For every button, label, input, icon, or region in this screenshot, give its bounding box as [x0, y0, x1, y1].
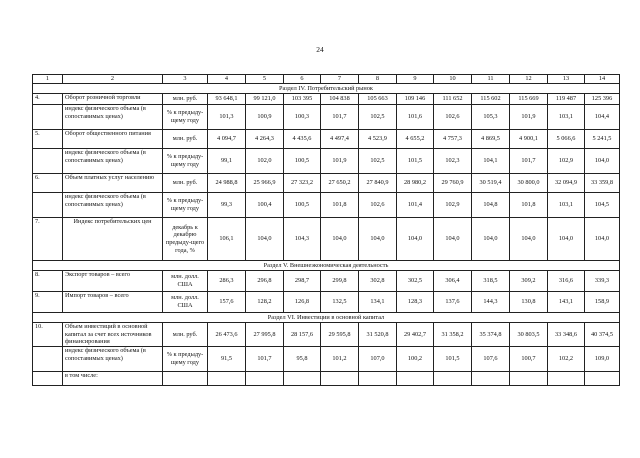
header-row	[33, 75, 620, 84]
value-cell: 4 757,3	[434, 130, 472, 149]
row-number: 10.	[33, 323, 63, 347]
value-cell: 105 663	[359, 94, 397, 105]
column-number: 3	[163, 75, 208, 84]
value-cell: 103 395	[284, 94, 321, 105]
value-cell: 107,0	[359, 347, 397, 372]
value-cell: 104,0	[585, 149, 620, 174]
value-cell: 25 966,9	[246, 174, 284, 193]
value-cell: 104,0	[585, 218, 620, 261]
unit: млн. руб.	[163, 174, 208, 193]
value-cell: 28 157,6	[284, 323, 321, 347]
row-number: 8.	[33, 271, 63, 292]
value-cell: 4 497,4	[321, 130, 359, 149]
indicator-name: Импорт товаров – всего	[63, 292, 163, 313]
value-cell: 109,0	[585, 347, 620, 372]
value-cell: 100,5	[284, 193, 321, 218]
value-cell: 32 094,9	[548, 174, 585, 193]
value-cell: 102,3	[434, 149, 472, 174]
indicator-name: индекс физического объема (в сопоставимых ценах)	[63, 105, 163, 130]
unit: % к предыду-щему году	[163, 105, 208, 130]
value-cell: 102,9	[548, 149, 585, 174]
table-row	[33, 372, 620, 386]
table-row	[33, 149, 620, 174]
value-cell: 104,5	[585, 193, 620, 218]
value-cell: 31 358,2	[434, 323, 472, 347]
value-cell: 316,6	[548, 271, 585, 292]
unit: млн. долл. США	[163, 271, 208, 292]
value-cell: 144,3	[472, 292, 510, 313]
value-cell: 130,8	[510, 292, 548, 313]
value-cell: 102,6	[359, 193, 397, 218]
statistics-table	[32, 74, 620, 386]
value-cell: 91,5	[208, 347, 246, 372]
value-cell: 29 760,9	[434, 174, 472, 193]
value-cell: 105,3	[472, 105, 510, 130]
value-cell: 4 523,9	[359, 130, 397, 149]
table-body	[33, 75, 620, 386]
value-cell: 101,9	[510, 105, 548, 130]
table-row	[33, 323, 620, 347]
column-number: 7	[321, 75, 359, 84]
table-row	[33, 347, 620, 372]
value-cell: 318,5	[472, 271, 510, 292]
value-cell: 157,6	[208, 292, 246, 313]
value-cell: 103,1	[548, 193, 585, 218]
value-cell: 101,3	[208, 105, 246, 130]
value-cell: 104,0	[359, 218, 397, 261]
value-cell: 101,2	[321, 347, 359, 372]
table-row	[33, 292, 620, 313]
unit: млн. руб.	[163, 94, 208, 105]
value-cell	[434, 372, 472, 386]
value-cell: 102,0	[246, 149, 284, 174]
value-cell: 27 995,8	[246, 323, 284, 347]
column-number: 4	[208, 75, 246, 84]
value-cell: 101,9	[321, 149, 359, 174]
row-number: 5.	[33, 130, 63, 149]
value-cell: 28 980,2	[397, 174, 434, 193]
value-cell: 306,4	[434, 271, 472, 292]
value-cell: 104,0	[397, 218, 434, 261]
unit: млн. руб.	[163, 323, 208, 347]
value-cell: 100,4	[246, 193, 284, 218]
section-row	[33, 84, 620, 94]
value-cell: 104,8	[472, 193, 510, 218]
column-number: 1	[33, 75, 63, 84]
value-cell: 104,0	[548, 218, 585, 261]
row-number	[33, 193, 63, 218]
value-cell	[548, 372, 585, 386]
row-number	[33, 347, 63, 372]
value-cell: 125 396	[585, 94, 620, 105]
unit	[163, 372, 208, 386]
value-cell: 128,3	[397, 292, 434, 313]
value-cell: 137,6	[434, 292, 472, 313]
indicator-name: Индекс потребительских цен	[63, 218, 163, 261]
value-cell: 302,5	[397, 271, 434, 292]
value-cell: 286,3	[208, 271, 246, 292]
row-number: 6.	[33, 174, 63, 193]
column-number: 12	[510, 75, 548, 84]
value-cell: 101,6	[397, 105, 434, 130]
indicator-name: в том числе:	[63, 372, 163, 386]
value-cell: 95,8	[284, 347, 321, 372]
value-cell: 104,4	[585, 105, 620, 130]
value-cell: 298,7	[284, 271, 321, 292]
value-cell: 33 348,6	[548, 323, 585, 347]
indicator-name: индекс физического объема (в сопоставимых ценах)	[63, 347, 163, 372]
value-cell: 102,6	[434, 105, 472, 130]
value-cell: 27 650,2	[321, 174, 359, 193]
value-cell: 101,8	[510, 193, 548, 218]
value-cell	[397, 372, 434, 386]
row-number: 4.	[33, 94, 63, 105]
value-cell	[472, 372, 510, 386]
value-cell: 99,3	[208, 193, 246, 218]
value-cell: 111 652	[434, 94, 472, 105]
indicator-name: Объем платных услуг населению	[63, 174, 163, 193]
value-cell: 104 838	[321, 94, 359, 105]
value-cell: 339,3	[585, 271, 620, 292]
value-cell: 30 519,4	[472, 174, 510, 193]
value-cell: 4 435,6	[284, 130, 321, 149]
column-number: 11	[472, 75, 510, 84]
indicator-name: Оборот розничной торговли	[63, 94, 163, 105]
value-cell: 119 487	[548, 94, 585, 105]
value-cell: 33 359,8	[585, 174, 620, 193]
value-cell: 99,1	[208, 149, 246, 174]
column-number: 8	[359, 75, 397, 84]
value-cell	[208, 372, 246, 386]
indicator-name: Экспорт товаров – всего	[63, 271, 163, 292]
value-cell: 99 121,0	[246, 94, 284, 105]
value-cell: 27 840,9	[359, 174, 397, 193]
indicator-name: индекс физического объема (в сопоставимых ценах)	[63, 149, 163, 174]
value-cell: 107,6	[472, 347, 510, 372]
value-cell: 115 669	[510, 94, 548, 105]
column-number: 14	[585, 75, 620, 84]
value-cell: 27 323,2	[284, 174, 321, 193]
value-cell: 40 374,5	[585, 323, 620, 347]
value-cell: 101,7	[510, 149, 548, 174]
table-row	[33, 174, 620, 193]
value-cell: 104,0	[321, 218, 359, 261]
value-cell: 132,5	[321, 292, 359, 313]
value-cell	[246, 372, 284, 386]
value-cell: 29 595,8	[321, 323, 359, 347]
value-cell: 102,2	[548, 347, 585, 372]
section-row	[33, 313, 620, 323]
value-cell: 4 655,2	[397, 130, 434, 149]
value-cell: 30 803,5	[510, 323, 548, 347]
value-cell	[585, 372, 620, 386]
value-cell: 4 094,7	[208, 130, 246, 149]
value-cell: 299,8	[321, 271, 359, 292]
value-cell: 115 602	[472, 94, 510, 105]
value-cell: 104,0	[472, 218, 510, 261]
unit: млн. долл. США	[163, 292, 208, 313]
table-row	[33, 218, 620, 261]
value-cell: 101,7	[321, 105, 359, 130]
value-cell: 102,5	[359, 105, 397, 130]
unit: % к предыду-щему году	[163, 193, 208, 218]
value-cell: 302,8	[359, 271, 397, 292]
value-cell: 102,9	[434, 193, 472, 218]
value-cell: 296,8	[246, 271, 284, 292]
value-cell: 35 374,8	[472, 323, 510, 347]
value-cell: 128,2	[246, 292, 284, 313]
unit: млн. руб.	[163, 130, 208, 149]
column-number: 2	[63, 75, 163, 84]
value-cell: 158,9	[585, 292, 620, 313]
row-number: 7.	[33, 218, 63, 261]
value-cell: 143,1	[548, 292, 585, 313]
indicator-name: Объем инвестиций в основной капитал за счет всех источников финансирования	[63, 323, 163, 347]
column-number: 10	[434, 75, 472, 84]
value-cell: 100,9	[246, 105, 284, 130]
value-cell: 104,0	[246, 218, 284, 261]
value-cell	[510, 372, 548, 386]
unit: % к предыду-щему году	[163, 149, 208, 174]
value-cell	[321, 372, 359, 386]
value-cell: 30 800,0	[510, 174, 548, 193]
value-cell: 109 146	[397, 94, 434, 105]
row-number	[33, 105, 63, 130]
value-cell: 4 900,1	[510, 130, 548, 149]
row-number	[33, 372, 63, 386]
value-cell: 93 648,1	[208, 94, 246, 105]
value-cell: 101,5	[397, 149, 434, 174]
value-cell: 104,1	[472, 149, 510, 174]
table-row	[33, 130, 620, 149]
value-cell: 106,1	[208, 218, 246, 261]
column-number: 13	[548, 75, 585, 84]
value-cell: 100,5	[284, 149, 321, 174]
section-title: Раздел VI. Инвестиции в основной капитал	[33, 313, 620, 323]
value-cell: 104,0	[434, 218, 472, 261]
value-cell: 134,1	[359, 292, 397, 313]
section-title: Раздел V. Внешнеэкономическая деятельность	[33, 261, 620, 271]
column-number: 9	[397, 75, 434, 84]
value-cell: 31 520,8	[359, 323, 397, 347]
value-cell: 24 988,8	[208, 174, 246, 193]
value-cell	[359, 372, 397, 386]
value-cell: 100,2	[397, 347, 434, 372]
row-number: 9.	[33, 292, 63, 313]
value-cell: 101,5	[434, 347, 472, 372]
unit: % к предыду-щему году	[163, 347, 208, 372]
value-cell: 4 869,5	[472, 130, 510, 149]
value-cell: 5 066,6	[548, 130, 585, 149]
value-cell: 26 473,6	[208, 323, 246, 347]
value-cell	[284, 372, 321, 386]
column-number: 5	[246, 75, 284, 84]
value-cell: 101,7	[246, 347, 284, 372]
unit: декабрь к декабрю предыду-щего года, %	[163, 218, 208, 261]
value-cell: 104,3	[284, 218, 321, 261]
table-row	[33, 105, 620, 130]
value-cell: 5 241,5	[585, 130, 620, 149]
value-cell: 100,7	[510, 347, 548, 372]
page-number: 24	[316, 45, 324, 54]
column-number: 6	[284, 75, 321, 84]
value-cell: 104,0	[510, 218, 548, 261]
value-cell: 126,8	[284, 292, 321, 313]
row-number	[33, 149, 63, 174]
indicator-name: индекс физического объема (в сопоставимых ценах)	[63, 193, 163, 218]
indicator-name: Оборот общественного питания	[63, 130, 163, 149]
value-cell: 101,8	[321, 193, 359, 218]
value-cell: 4 264,3	[246, 130, 284, 149]
value-cell: 101,4	[397, 193, 434, 218]
section-title: Раздел IV. Потребительский рынок	[33, 84, 620, 94]
table-row	[33, 94, 620, 105]
value-cell: 309,2	[510, 271, 548, 292]
value-cell: 103,1	[548, 105, 585, 130]
value-cell: 100,3	[284, 105, 321, 130]
value-cell: 102,5	[359, 149, 397, 174]
value-cell: 29 402,7	[397, 323, 434, 347]
table-row	[33, 193, 620, 218]
table-row	[33, 271, 620, 292]
section-row	[33, 261, 620, 271]
